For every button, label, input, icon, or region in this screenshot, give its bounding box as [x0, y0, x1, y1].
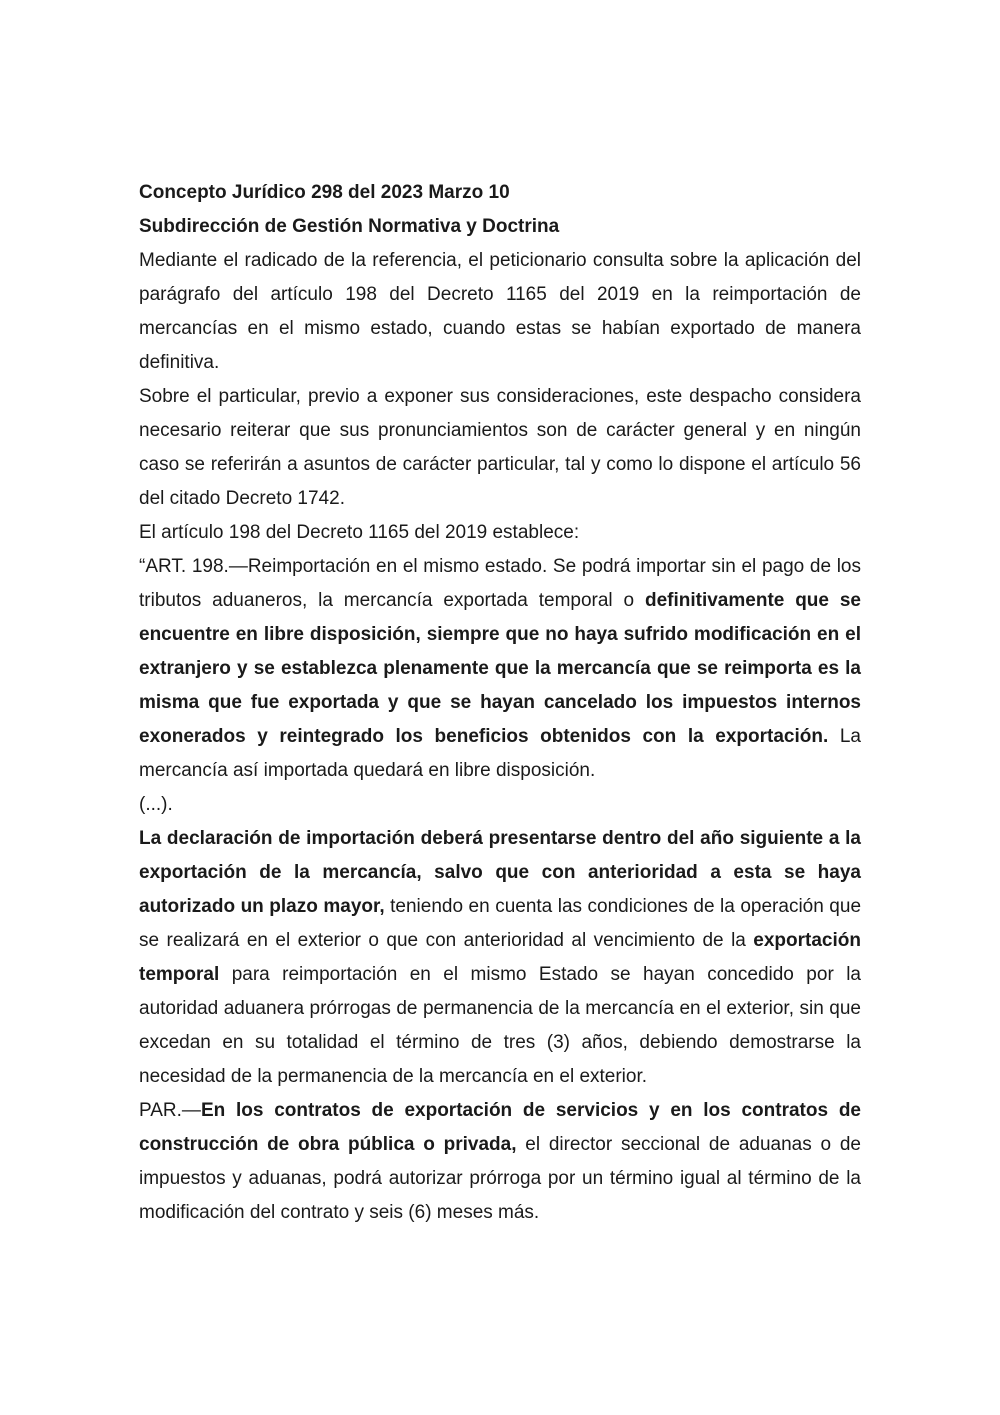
article-198-closing-text: La mercancía así importada quedará en libre disposición. [139, 726, 861, 781]
article-198-text: “ART. 198.—Reimportación en el mismo estado. Se podrá importar sin el pago de los tributos aduaneros, la mercancía exportada temporal o [139, 556, 861, 611]
import-declaration-bold-text: La declaración de importación deberá presentarse dentro del año siguiente a la exportación de la mercancía, salvo que con anterioridad a esta se haya autorizado un plazo mayor, [139, 828, 861, 917]
paragrafo-bold-text: En los contratos de exportación de servicios y en los contratos de construcción de obra pública o privada, [139, 1100, 861, 1155]
import-declaration-closing-text: para reimportación en el mismo Estado se hayan concedido por la autoridad aduanera prórrogas de permanencia de la mercancía en el exterior, sin que excedan en su totalidad el término de tres (3) años, debiendo demostrarse la necesidad de la permanencia de la mercancía en el exterior. [139, 964, 861, 1087]
document-subtitle: Subdirección de Gestión Normativa y Doctrina [139, 216, 560, 237]
paragraph-article-198 [139, 550, 861, 788]
paragraph-paragrafo [139, 1094, 861, 1230]
temporary-export-bold-text: exportación temporal [139, 930, 861, 985]
paragraph-ellipsis: (...). [139, 794, 173, 815]
paragrafo-prefix: PAR.— [139, 1100, 201, 1121]
document-title: Concepto Jurídico 298 del 2023 Marzo 10 [139, 182, 510, 203]
article-198-bold-text: definitivamente que se encuentre en libre disposición, siempre que no haya sufrido modificación en el extranjero y se establezca plenamente que la mercancía que se reimporta es la misma que fue exportada y que se hayan cancelado los impuestos internos exonerados y reintegrado los beneficios obtenidos con la exportación. [139, 590, 861, 747]
document-page [139, 176, 861, 1230]
paragrafo-text: el director seccional de aduanas o de impuestos y aduanas, podrá autorizar prórroga por un término igual al término de la modificación del contrato y seis (6) meses más. [139, 1134, 861, 1223]
import-declaration-text: teniendo en cuenta las condiciones de la operación que se realizará en el exterior o que con anterioridad al vencimiento de la [139, 896, 862, 951]
paragraph-query: Mediante el radicado de la referencia, el peticionario consulta sobre la aplicación del parágrafo del artículo 198 del Decreto 1165 del 2019 en la reimportación de mercancías en el mismo estado, cuando estas se habían exportado de manera definitiva. [139, 250, 861, 373]
paragraph-considerations: Sobre el particular, previo a exponer sus consideraciones, este despacho considera necesario reiterar que sus pronunciamientos son de carácter general y en ningún caso se referirán a asuntos de carácter particular, tal y como lo dispone el artículo 56 del citado Decreto 1742. [139, 386, 861, 509]
paragraph-article-intro: El artículo 198 del Decreto 1165 del 2019 establece: [139, 522, 580, 543]
paragraph-import-declaration [139, 822, 861, 1094]
